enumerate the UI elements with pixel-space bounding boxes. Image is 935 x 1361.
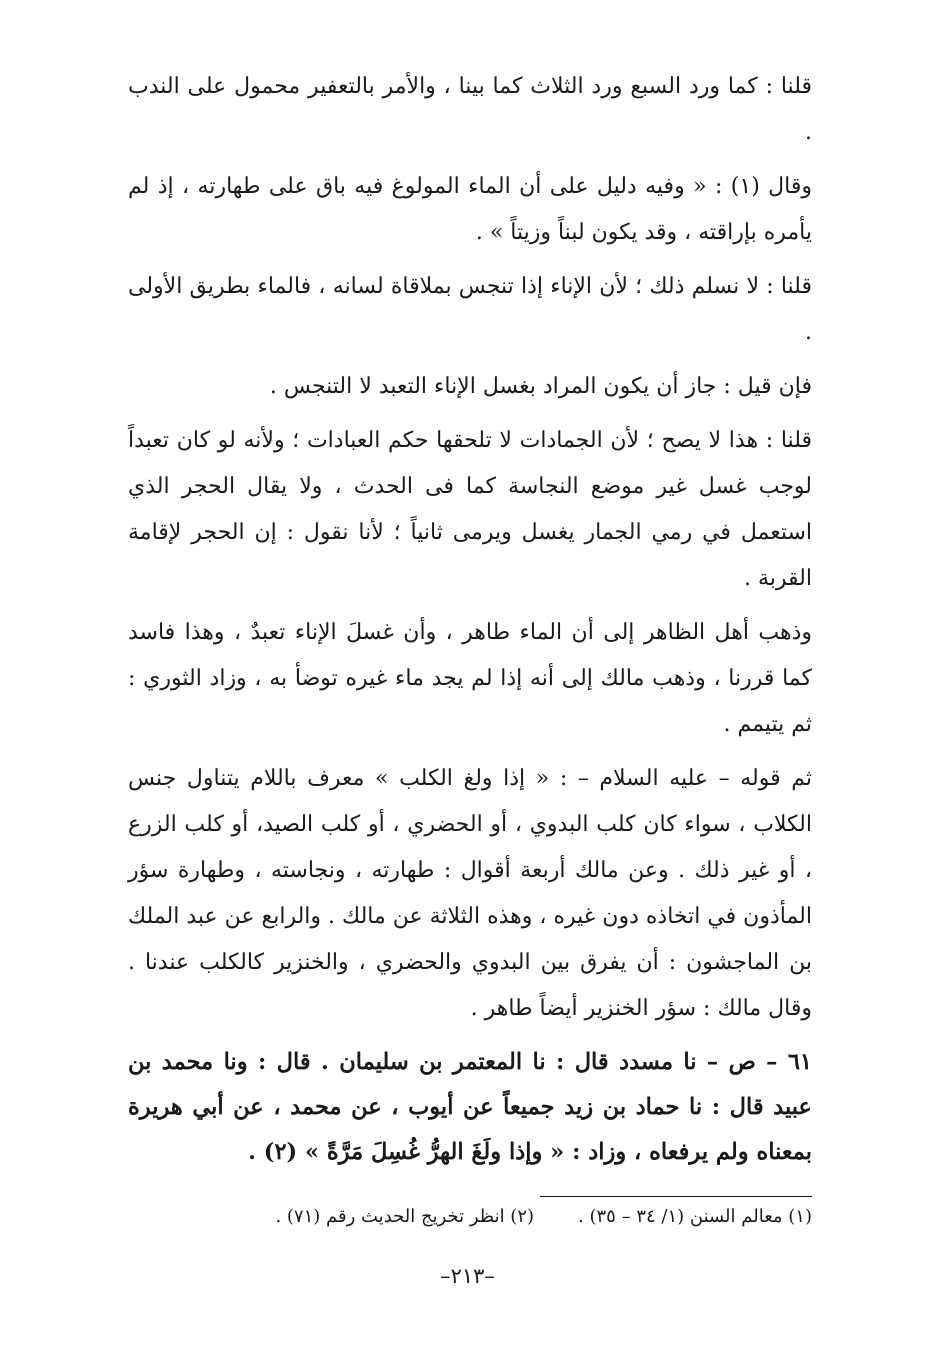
- footnote-divider: [540, 1196, 812, 1197]
- paragraph-2: وقال (١) : « وفيه دليل على أن الماء المولوغ فيه باق على طهارته ، إذ لم يأمره بإراقته ، وقد يكون لبناً وزيتاً » .: [128, 174, 812, 245]
- page-number: –٢١٣–: [440, 1264, 495, 1288]
- paragraph-7: ثم قوله – عليه السلام – : « إذا ولغ الكلب » معرف باللام يتناول جنس الكلاب ، سواء كان كلب البدوي ، أو الحضري ، أو كلب الصيد، أو كلب الزرع ، أو غير ذلك . وعن مالك أربعة أقوال : طهارته ، ونجاسته ، وطهارة سؤر المأذون في اتخاذه دون غيره ، وهذه الثلاثة عن مالك . والرابع عن عبد الملك بن الماجشون : أن يفرق بين البدوي والحضري ، والخنزير كالكلب عندنا . وقال مالك : سؤر الخنزير أيضاً طاهر .: [128, 766, 812, 1021]
- paragraph-3: قلنا : لا نسلم ذلك ؛ لأن الإناء إذا تنجس بملاقاة لسانه ، فالماء بطريق الأولى .: [128, 274, 812, 345]
- paragraph-4: فإن قيل : جاز أن يكون المراد بغسل الإناء التعبد لا التنجس .: [269, 374, 812, 399]
- footnote-2: (٢) انظر تخريج الحديث رقم (٧١) .: [275, 1206, 535, 1227]
- paragraph-5: قلنا : هذا لا يصح ؛ لأن الجمادات لا تلحقها حكم العبادات ؛ ولأنه لو كان تعبداً لوجب غسل غير موضع النجاسة كما فى الحدث ، ولا يقال الحجر الذي استعمل في رمي الجمار يغسل ويرمى ثانياً ؛ لأنا نقول : إن الحجر لإقامة القربة .: [128, 428, 812, 591]
- hadith-text: ٦١ – ص – نا مسدد قال : نا المعتمر بن سليمان . قال : ونا محمد بن عبيد قال : نا حماد بن زيد جميعاً عن أيوب ، عن محمد ، عن أبي هريرة بمعناه ولم يرفعاه ، وزاد : « وإذا ولَغَ الهرُّ غُسِلَ مَرَّةً » (٢) .: [128, 1049, 812, 1165]
- footnote-1: (١) معالم السنن (١/ ٣٤ – ٣٥) .: [578, 1206, 812, 1227]
- footnotes: [128, 1202, 812, 1232]
- page-body: [128, 64, 812, 1183]
- paragraph-1: قلنا : كما ورد السبع ورد الثلاث كما بينا ، والأمر بالتعفير محمول على الندب .: [128, 74, 813, 145]
- paragraph-6: وذهب أهل الظاهر إلى أن الماء طاهر ، وأن غسلَ الإناء تعبدٌ ، وهذا فاسد كما قررنا ، وذهب مالك إلى أنه إذا لم يجد ماء غيره توضأ به ، وزاد الثوري : ثم يتيمم .: [128, 620, 812, 737]
